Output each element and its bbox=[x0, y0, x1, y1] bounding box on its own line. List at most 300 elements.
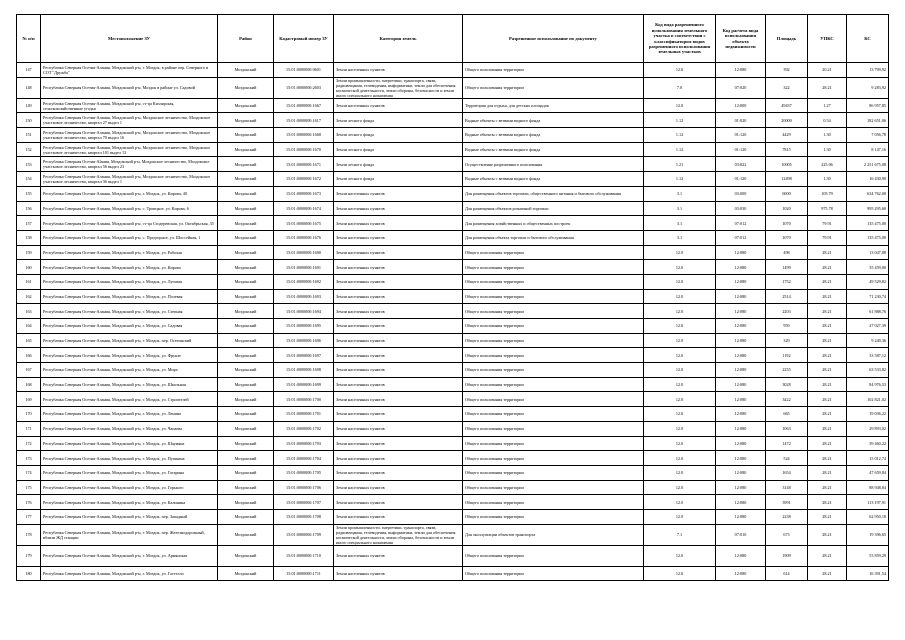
table-row bbox=[17, 142, 889, 157]
cell-cadastral-number: 15:01:0000000:1676 bbox=[274, 230, 334, 245]
cell-ks: 47 659,84 bbox=[847, 465, 889, 480]
table-row bbox=[17, 333, 889, 348]
table-row bbox=[17, 304, 889, 319]
cell-calc-code: 03:000 bbox=[716, 186, 766, 201]
cell-district: Моздокский bbox=[218, 142, 274, 157]
cell-area: 3422 bbox=[766, 392, 808, 407]
cell-use-code: 12.0 bbox=[644, 289, 716, 304]
cell-use-code: 12.0 bbox=[644, 436, 716, 451]
cell-ks: 995 295,60 bbox=[847, 201, 889, 216]
cell-calc-code: 12:080 bbox=[716, 509, 766, 524]
cell-use-code: 12.0 bbox=[644, 260, 716, 275]
cell-use-code: 12.0 bbox=[644, 480, 716, 495]
cell-number: 152 bbox=[17, 142, 41, 157]
cell-permitted-use: Для эксплуатации объектов транспорта bbox=[463, 524, 644, 545]
cell-area: 6000 bbox=[766, 186, 808, 201]
cell-land-category: Земли населенных пунктов bbox=[334, 245, 463, 260]
col-header-location: Местоположение ЗУ bbox=[41, 15, 218, 63]
col-header-number: № п/п bbox=[17, 15, 41, 63]
cell-number: 150 bbox=[17, 113, 41, 128]
cell-use-code: 1.21 bbox=[644, 157, 716, 172]
cell-ks: 86 957,85 bbox=[847, 98, 889, 113]
cell-number: 147 bbox=[17, 63, 41, 78]
cell-location: Республика Северная Осетия-Алания, Моздокский р-н, г. Моздок, ул. Фрунзе bbox=[41, 348, 218, 363]
cell-ks: 102 821,02 bbox=[847, 392, 889, 407]
cell-number: 174 bbox=[17, 465, 41, 480]
cell-land-category: Земли населенных пунктов bbox=[334, 230, 463, 245]
cell-ks: 53 859,29 bbox=[847, 545, 889, 566]
cell-calc-code: 12:080 bbox=[716, 545, 766, 566]
cell-number: 160 bbox=[17, 260, 41, 275]
cell-use-code: 12.0 bbox=[644, 509, 716, 524]
cell-district: Моздокский bbox=[218, 304, 274, 319]
cell-location: Республика Северная Осетия-Алания, Моздокский р-н, ст-ца Стодеревская, ул. Октябрьская, 35 bbox=[41, 216, 218, 231]
cell-ks: 27 027,39 bbox=[847, 319, 889, 334]
cell-number: 165 bbox=[17, 333, 41, 348]
cell-number: 180 bbox=[17, 566, 41, 581]
cell-use-code: 12.0 bbox=[644, 348, 716, 363]
cell-ks: 63 533,82 bbox=[847, 363, 889, 378]
cell-permitted-use: Общего пользования территории bbox=[463, 260, 644, 275]
table-row bbox=[17, 392, 889, 407]
cell-district: Моздокский bbox=[218, 566, 274, 581]
cell-use-code: 12.0 bbox=[644, 392, 716, 407]
cell-permitted-use: Общего пользования территории bbox=[463, 421, 644, 436]
cell-cadastral-number: 15:01:0000000:1706 bbox=[274, 480, 334, 495]
cell-location: Республика Северная Осетия-Алания, Моздокский р-н, г. Моздок, ул. Мира bbox=[41, 363, 218, 378]
cell-use-code: 12.0 bbox=[644, 407, 716, 422]
document-page bbox=[16, 14, 888, 581]
cell-ks: 135 475,00 bbox=[847, 230, 889, 245]
cell-land-category: Земли населенных пунктов bbox=[334, 495, 463, 510]
cell-number: 168 bbox=[17, 377, 41, 392]
cell-upks: 28.21 bbox=[808, 377, 847, 392]
cell-district: Моздокский bbox=[218, 319, 274, 334]
cell-district: Моздокский bbox=[218, 465, 274, 480]
cell-upks: 28.21 bbox=[808, 245, 847, 260]
cell-permitted-use: Общего пользования территории bbox=[463, 545, 644, 566]
cell-upks: 28.21 bbox=[808, 348, 847, 363]
cell-land-category: Земли населенных пунктов bbox=[334, 509, 463, 524]
cell-location: Республика Северная Осетия-Алания, Моздокский р-н, г. Моздок, ул. Садовая bbox=[41, 319, 218, 334]
cell-area: 1472 bbox=[766, 436, 808, 451]
cell-permitted-use: Для размещения объекта торговли и бытового обслуживания bbox=[463, 230, 644, 245]
table-row bbox=[17, 436, 889, 451]
cell-upks: 28.21 bbox=[808, 289, 847, 304]
cell-cadastral-number: 15:01:0000000:1672 bbox=[274, 172, 334, 187]
cell-cadastral-number: 15:01:0000000:1711 bbox=[274, 566, 334, 581]
cell-land-category: Земли населенных пунктов bbox=[334, 545, 463, 566]
cell-location: Республика Северная Осетия-Алания, Моздокский р-н, Моздокское лесничество, Моздокское участковое лесничество, квартал 36 выдел 1 bbox=[41, 172, 218, 187]
cell-district: Моздокский bbox=[218, 333, 274, 348]
cell-area: 1070 bbox=[766, 216, 808, 231]
cell-calc-code: 01:120 bbox=[716, 172, 766, 187]
cell-upks: 28.21 bbox=[808, 495, 847, 510]
cell-location: Республика Северная Осетия-Алания, Моздокский р-н, г. Моздок, пер. Осетинский bbox=[41, 333, 218, 348]
cell-area: 1909 bbox=[766, 545, 808, 566]
cell-number: 167 bbox=[17, 363, 41, 378]
cell-location: Республика Северная Осетия-Алания, Моздокский р-н, г. Моздок, ул. Луговая bbox=[41, 274, 218, 289]
cell-area: 498 bbox=[766, 245, 808, 260]
cell-district: Моздокский bbox=[218, 216, 274, 231]
cell-permitted-use: Общего пользования территории bbox=[463, 495, 644, 510]
cell-calc-code: 12:080 bbox=[716, 304, 766, 319]
cell-permitted-use: Общего пользования территории bbox=[463, 480, 644, 495]
cell-location: Республика Северная Осетия-Алания, Моздокский р-н, г. Моздок, ул. Полевая bbox=[41, 289, 218, 304]
cell-district: Моздокский bbox=[218, 377, 274, 392]
cell-permitted-use: Общего пользования территории bbox=[463, 289, 644, 304]
cell-calc-code: 12:080 bbox=[716, 289, 766, 304]
cell-use-code: 1.12 bbox=[644, 113, 716, 128]
cell-calc-code: 03:030 bbox=[716, 201, 766, 216]
cell-upks: 28.21 bbox=[808, 319, 847, 334]
cell-area: 673 bbox=[766, 524, 808, 545]
cell-use-code: 7.1 bbox=[644, 524, 716, 545]
cell-number: 171 bbox=[17, 421, 41, 436]
cell-upks: 1.30 bbox=[808, 172, 847, 187]
cell-upks: 28.21 bbox=[808, 465, 847, 480]
cell-number: 153 bbox=[17, 157, 41, 172]
cell-land-category: Земли населенных пунктов bbox=[334, 201, 463, 216]
cell-permitted-use: Общего пользования территории bbox=[463, 333, 644, 348]
cell-area: 3148 bbox=[766, 480, 808, 495]
col-header-land-category: Категория земель bbox=[334, 15, 463, 63]
cell-location: Республика Северная Осетия-Алания, Моздокский р-н, г. Моздок, ул. Рабочая bbox=[41, 245, 218, 260]
cell-cadastral-number: 15:01:0000000:1667 bbox=[274, 98, 334, 113]
cell-ks: 15 012,74 bbox=[847, 451, 889, 466]
cell-number: 179 bbox=[17, 545, 41, 566]
table-row bbox=[17, 186, 889, 201]
cell-permitted-use: Общего пользования территории bbox=[463, 377, 644, 392]
cell-location: Республика Северная Осетия-Алания, Моздокский р-н, г. Моздок, ул. Кирова bbox=[41, 260, 218, 275]
cell-cadastral-number: 15:01:0000000:1668 bbox=[274, 128, 334, 143]
cell-district: Моздокский bbox=[218, 260, 274, 275]
cell-district: Моздокский bbox=[218, 245, 274, 260]
cell-cadastral-number: 15:01:0000000:1698 bbox=[274, 363, 334, 378]
cell-number: 155 bbox=[17, 186, 41, 201]
cell-use-code: 12.0 bbox=[644, 451, 716, 466]
cell-upks: 28.21 bbox=[808, 274, 847, 289]
cell-area: 1020 bbox=[766, 201, 808, 216]
cell-use-code: 12.0 bbox=[644, 363, 716, 378]
cell-location: Республика Северная Осетия-Алания, Моздокский р-н, г. Моздок, ул. Шаумяна bbox=[41, 436, 218, 451]
cell-number: 177 bbox=[17, 509, 41, 524]
cell-upks: 28.21 bbox=[808, 392, 847, 407]
cell-land-category: Земли населенных пунктов bbox=[334, 304, 463, 319]
cell-upks: 28.21 bbox=[808, 566, 847, 581]
table-row bbox=[17, 566, 889, 581]
table-row bbox=[17, 98, 889, 113]
cell-ks: 61 888,76 bbox=[847, 304, 889, 319]
cell-location: Республика Северная Осетия-Алания, Моздокский р-н, г. Моздок, ул. Степная bbox=[41, 304, 218, 319]
cell-ks: 29 893,02 bbox=[847, 421, 889, 436]
cell-calc-code: 12:080 bbox=[716, 377, 766, 392]
cell-calc-code: 01:120 bbox=[716, 128, 766, 143]
cell-upks: 28.21 bbox=[808, 421, 847, 436]
cell-area: 3991 bbox=[766, 495, 808, 510]
cell-ks: 19 036,22 bbox=[847, 407, 889, 422]
cell-location: Республика Северная Осетия-Алания, Моздокский р-н, Моздок в районе ул. Садовой bbox=[41, 77, 218, 98]
cell-area: 524 bbox=[766, 451, 808, 466]
cell-permitted-use: Общего пользования территории bbox=[463, 436, 644, 451]
cell-calc-code: 12:080 bbox=[716, 566, 766, 581]
table-row bbox=[17, 77, 889, 98]
cell-upks: 28.21 bbox=[808, 77, 847, 98]
cell-permitted-use: Водные объекты с ветвями водного фонда bbox=[463, 142, 644, 157]
cell-cadastral-number: 15:01:0000000:1709 bbox=[274, 524, 334, 545]
cell-district: Моздокский bbox=[218, 480, 274, 495]
cell-area: 1499 bbox=[766, 260, 808, 275]
cell-upks: 1.27 bbox=[808, 98, 847, 113]
cell-cadastral-number: 15:01:0000000:1702 bbox=[274, 421, 334, 436]
cell-location: Республика Северная Осетия-Алания, Моздокский р-н, г. Моздок, ул. Пушкина bbox=[41, 451, 218, 466]
cell-use-code: 3.1 bbox=[644, 201, 716, 216]
table-row bbox=[17, 495, 889, 510]
cell-district: Моздокский bbox=[218, 186, 274, 201]
cell-area: 1654 bbox=[766, 465, 808, 480]
cell-land-category: Земли населенных пунктов bbox=[334, 465, 463, 480]
cell-land-category: Земли промышленности, энергетики, транспорта, связи, радиовещания, телевидения, информатики, земли для обеспечения космической деятельности, земли обороны, безопасности и земли иного специального назначения bbox=[334, 77, 463, 98]
cell-land-category: Земли населенных пунктов bbox=[334, 451, 463, 466]
cell-permitted-use: Для размещения объектов торговли, общественного питания и бытового обслуживания bbox=[463, 186, 644, 201]
cell-use-code: 12.0 bbox=[644, 63, 716, 78]
cell-calc-code: 12:080 bbox=[716, 260, 766, 275]
cell-location: Республика Северная Осетия-Алания, Моздокский р-н, г. Моздок, ул. Школьная bbox=[41, 377, 218, 392]
cell-permitted-use: Общего пользования территории bbox=[463, 566, 644, 581]
cell-permitted-use: Для размещения объектов розничной торговли bbox=[463, 201, 644, 216]
cell-use-code: 12.0 bbox=[644, 377, 716, 392]
cell-location: Республика Северная Осетия-Алания, Моздокский р-н, г. Моздок, пер. Западный bbox=[41, 509, 218, 524]
cell-land-category: Земли населенных пунктов bbox=[334, 436, 463, 451]
table-row bbox=[17, 289, 889, 304]
cell-cadastral-number: 15:01:0000000:1691 bbox=[274, 260, 334, 275]
cell-cadastral-number: 15:01:0000000:0601 bbox=[274, 63, 334, 78]
cell-calc-code: 12:080 bbox=[716, 348, 766, 363]
table-row bbox=[17, 63, 889, 78]
cell-area: 1192 bbox=[766, 348, 808, 363]
cell-permitted-use: Осуществление разрешенного пользования bbox=[463, 157, 644, 172]
cell-cadastral-number: 15:01:0000000:1697 bbox=[274, 348, 334, 363]
cell-ks: 16 391,54 bbox=[847, 566, 889, 581]
cell-cadastral-number: 15:01:0000000:1700 bbox=[274, 392, 334, 407]
cell-district: Моздокский bbox=[218, 524, 274, 545]
cell-upks: 105.79 bbox=[808, 186, 847, 201]
cell-number: 172 bbox=[17, 436, 41, 451]
cell-permitted-use: Общего пользования территории bbox=[463, 304, 644, 319]
cell-ks: 182 651,06 bbox=[847, 113, 889, 128]
cell-land-category: Земли населенных пунктов bbox=[334, 98, 463, 113]
cell-calc-code: 12:080 bbox=[716, 480, 766, 495]
cell-location: Республика Северная Осетия-Алания, Моздокский р-н, г. Моздок, ул. Гастелло bbox=[41, 566, 218, 581]
cell-calc-code: 07:010 bbox=[716, 524, 766, 545]
cell-calc-code: 12:080 bbox=[716, 436, 766, 451]
cell-permitted-use: Водные объекты с ветвями водного фонда bbox=[463, 113, 644, 128]
table-row bbox=[17, 363, 889, 378]
cell-location: Республика Северная Осетия-Алания, Моздокский р-н, г. Моздок, ул. Ленина bbox=[41, 407, 218, 422]
cell-location: Республика Северная Осетия-Алания, Моздокский р-н, г. Моздок, ул. Армянская bbox=[41, 545, 218, 566]
cell-calc-code: 12:080 bbox=[716, 392, 766, 407]
cell-number: 164 bbox=[17, 319, 41, 334]
cell-area: 614 bbox=[766, 566, 808, 581]
table-header-row bbox=[17, 15, 889, 63]
cell-cadastral-number: 15:01:0000000:1675 bbox=[274, 216, 334, 231]
cell-upks: 28.21 bbox=[808, 304, 847, 319]
cell-calc-code: 07:012 bbox=[716, 230, 766, 245]
cell-cadastral-number: 15:01:0000000:1674 bbox=[274, 201, 334, 216]
cell-location: Республика Северная Осетия-Алания, Моздокский р-н, Моздокское лесничество, Моздокское участковое лесничество, квартал 27 выдел 1 bbox=[41, 113, 218, 128]
cell-use-code: 12.0 bbox=[644, 566, 716, 581]
cell-use-code: 12.0 bbox=[644, 245, 716, 260]
cell-calc-code: 03:022 bbox=[716, 157, 766, 172]
cell-calc-code: 12:080 bbox=[716, 63, 766, 78]
cell-calc-code: 01:020 bbox=[716, 113, 766, 128]
cell-district: Моздокский bbox=[218, 407, 274, 422]
cell-district: Моздокский bbox=[218, 451, 274, 466]
cell-area: 20000 bbox=[766, 113, 808, 128]
cell-district: Моздокский bbox=[218, 128, 274, 143]
cell-upks: 28.21 bbox=[808, 451, 847, 466]
cell-ks: 113 197,91 bbox=[847, 495, 889, 510]
cell-area: 2514 bbox=[766, 289, 808, 304]
cell-upks: 28.21 bbox=[808, 509, 847, 524]
cell-calc-code: 12:080 bbox=[716, 319, 766, 334]
cell-number: 159 bbox=[17, 245, 41, 260]
cell-cadastral-number: 15:01:0000000:1695 bbox=[274, 319, 334, 334]
col-header-cadastral-number: Кадастровый номер ЗУ bbox=[274, 15, 334, 63]
cell-upks: 28.21 bbox=[808, 524, 847, 545]
cell-number: 151 bbox=[17, 128, 41, 143]
cell-use-code: 1.12 bbox=[644, 142, 716, 157]
cell-upks: 20.21 bbox=[808, 63, 847, 78]
cell-cadastral-number: 15:01:0000000:1696 bbox=[274, 333, 334, 348]
table-body bbox=[17, 63, 889, 581]
cell-area: 322 bbox=[766, 77, 808, 98]
cell-upks: 28.21 bbox=[808, 407, 847, 422]
cell-district: Моздокский bbox=[218, 63, 274, 78]
table-row bbox=[17, 245, 889, 260]
cell-land-category: Земли населенных пунктов bbox=[334, 274, 463, 289]
cell-district: Моздокский bbox=[218, 495, 274, 510]
cell-calc-code: 12:080 bbox=[716, 363, 766, 378]
cell-cadastral-number: 15:01:0000000:1671 bbox=[274, 157, 334, 172]
cell-number: 169 bbox=[17, 392, 41, 407]
cell-location: Республика Северная Осетия-Алания, Моздокский р-н, г. Моздок, ул. Чапаева bbox=[41, 421, 218, 436]
cell-cadastral-number: 15:01:0000000:1699 bbox=[274, 377, 334, 392]
cell-ks: 7 056,78 bbox=[847, 128, 889, 143]
cell-location: Республика Северная Осетия-Алания, Моздокский р-н, г. Моздок, в районе пер. Северного и СОТ "Дружба" bbox=[41, 63, 218, 78]
cell-cadastral-number: 15:01:0000000:1694 bbox=[274, 304, 334, 319]
table-row bbox=[17, 524, 889, 545]
cell-location: Республика Северная Осетия-Алания, Моздокский р-н, с. Предгорное, ул. Шоссейная, 1 bbox=[41, 230, 218, 245]
cell-district: Моздокский bbox=[218, 230, 274, 245]
cell-number: 157 bbox=[17, 216, 41, 231]
col-header-use-code: Код вида разрешенного использования земельного участка в соответствии с классификатором видов разрешенного использования земельных участков bbox=[644, 15, 716, 63]
cell-location: Республика Северная Осетия-Алания, Моздокский р-н, г. Моздок, ул. Гагарина bbox=[41, 465, 218, 480]
cell-district: Моздокский bbox=[218, 436, 274, 451]
cell-district: Моздокский bbox=[218, 545, 274, 566]
table-row bbox=[17, 113, 889, 128]
cell-use-code: 12.0 bbox=[644, 319, 716, 334]
cell-ks: 88 948,04 bbox=[847, 480, 889, 495]
cell-area: 1063 bbox=[766, 421, 808, 436]
cell-upks: 28.21 bbox=[808, 260, 847, 275]
cell-cadastral-number: 15:01:0000000:1617 bbox=[274, 113, 334, 128]
cell-land-category: Земли лесного фонда bbox=[334, 172, 463, 187]
cell-permitted-use: Территория для отдыха, для детских площадок bbox=[463, 98, 644, 113]
cell-permitted-use: Для размещения хозяйственных и общественных построек bbox=[463, 216, 644, 231]
cell-land-category: Земли населенных пунктов bbox=[334, 348, 463, 363]
cell-number: 149 bbox=[17, 98, 41, 113]
cell-ks: 9 240,36 bbox=[847, 333, 889, 348]
cell-cadastral-number: 15:01:0000000:1670 bbox=[274, 142, 334, 157]
cell-permitted-use: Общего пользования территории bbox=[463, 509, 644, 524]
cell-district: Моздокский bbox=[218, 421, 274, 436]
cell-number: 162 bbox=[17, 289, 41, 304]
cell-permitted-use: Водные объекты с ветвями водного фонда bbox=[463, 128, 644, 143]
cell-number: 158 bbox=[17, 230, 41, 245]
cell-calc-code: 12:080 bbox=[716, 465, 766, 480]
cell-area: 49437 bbox=[766, 98, 808, 113]
cell-land-category: Земли населенных пунктов bbox=[334, 392, 463, 407]
cell-land-category: Земли населенных пунктов bbox=[334, 407, 463, 422]
land-plots-table bbox=[16, 14, 889, 581]
cell-cadastral-number: 15:01:0000000:1704 bbox=[274, 451, 334, 466]
cell-permitted-use: Общего пользования территории bbox=[463, 465, 644, 480]
cell-district: Моздокский bbox=[218, 172, 274, 187]
table-row bbox=[17, 451, 889, 466]
table-row bbox=[17, 172, 889, 187]
cell-ks: 49 529,82 bbox=[847, 274, 889, 289]
cell-upks: 1.30 bbox=[808, 128, 847, 143]
cell-district: Моздокский bbox=[218, 77, 274, 98]
cell-use-code: 1.12 bbox=[644, 128, 716, 143]
cell-use-code: 3.1 bbox=[644, 216, 716, 231]
cell-area: 10005 bbox=[766, 157, 808, 172]
cell-location: Республика Северная Осетия-Алания, Моздокский р-н, г. Моздок, ул. Кирова, 40 bbox=[41, 186, 218, 201]
cell-area: 3028 bbox=[766, 377, 808, 392]
cell-calc-code: 07:012 bbox=[716, 216, 766, 231]
cell-land-category: Земли населенных пунктов bbox=[334, 289, 463, 304]
cell-use-code: 7.0 bbox=[644, 77, 716, 98]
cell-area: 1070 bbox=[766, 230, 808, 245]
table-row bbox=[17, 545, 889, 566]
cell-number: 166 bbox=[17, 348, 41, 363]
table-row bbox=[17, 201, 889, 216]
cell-upks: 28.21 bbox=[808, 545, 847, 566]
cell-cadastral-number: 15:01:0000000:1710 bbox=[274, 545, 334, 566]
cell-district: Моздокский bbox=[218, 98, 274, 113]
cell-number: 156 bbox=[17, 201, 41, 216]
cell-location: Республика Северная Осетия-Алания, Моздокский р-н, г. Моздок, ул. Строителей bbox=[41, 392, 218, 407]
cell-ks: 13 799,92 bbox=[847, 63, 889, 78]
col-header-upks: УПКС bbox=[808, 15, 847, 63]
cell-cadastral-number: 15:01:0000000:1693 bbox=[274, 289, 334, 304]
cell-upks: 28.21 bbox=[808, 333, 847, 348]
cell-area: 2203 bbox=[766, 304, 808, 319]
cell-number: 170 bbox=[17, 407, 41, 422]
cell-ks: 2 251 675,08 bbox=[847, 157, 889, 172]
cell-location: Республика Северная Осетия-Алания, Моздокский р-н, ст-ца Кизлярская, сельскохозяйственные угодья bbox=[41, 98, 218, 113]
cell-upks: 28.21 bbox=[808, 436, 847, 451]
table-row bbox=[17, 377, 889, 392]
cell-area: 4429 bbox=[766, 128, 808, 143]
cell-calc-code: 12:080 bbox=[716, 274, 766, 289]
cell-upks: 975.78 bbox=[808, 201, 847, 216]
cell-area: 2238 bbox=[766, 509, 808, 524]
cell-land-category: Земли лесного фонда bbox=[334, 157, 463, 172]
cell-ks: 19 396,65 bbox=[847, 524, 889, 545]
cell-district: Моздокский bbox=[218, 113, 274, 128]
